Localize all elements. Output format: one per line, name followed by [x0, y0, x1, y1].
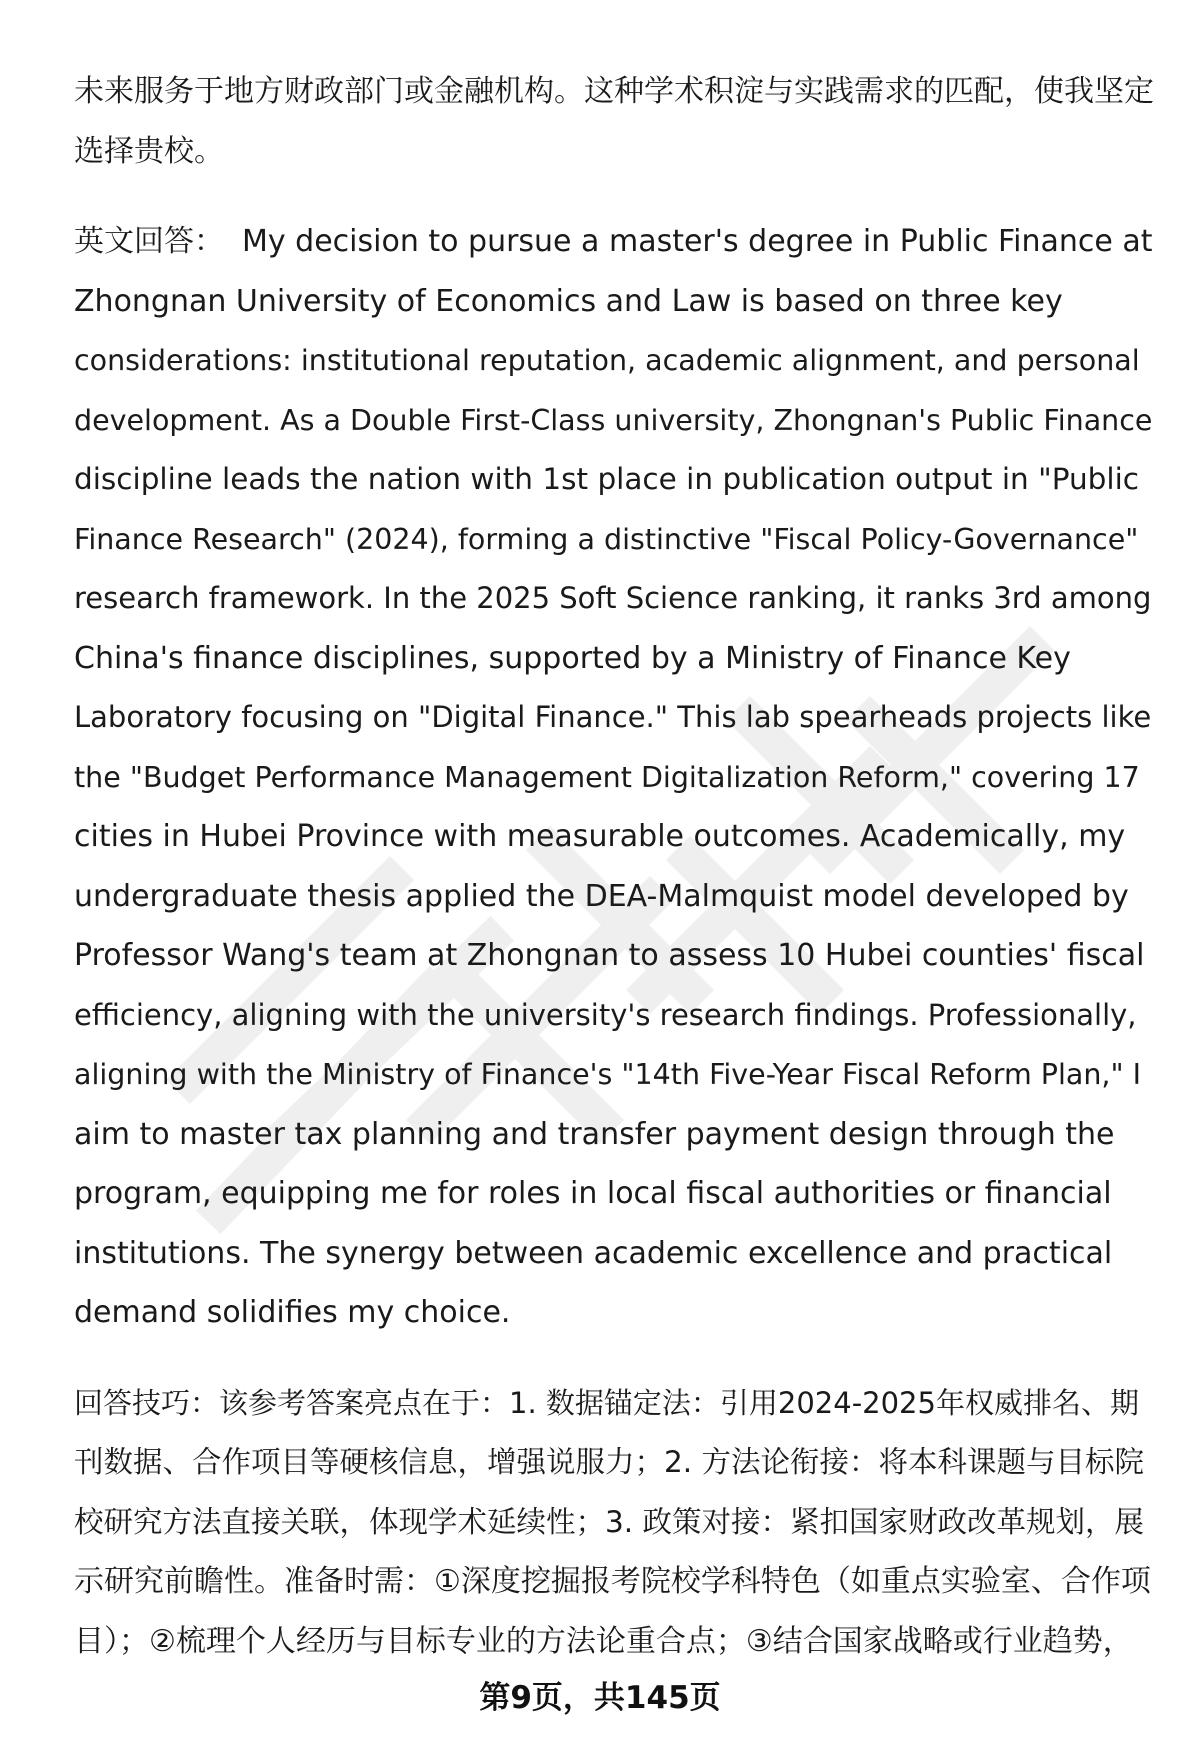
- text-line: 示研究前瞻性。准备时需：①深度挖掘报考院校学科特色（如重点实验室、合作项: [74, 1564, 1151, 1599]
- text-line: program, equipping me for roles in local fiscal authorities or financial: [74, 1176, 1112, 1211]
- page-number-footer: 第9页，共145页: [479, 1680, 721, 1716]
- text-line: undergraduate thesis applied the DEA-Malmquist model developed by: [74, 878, 1129, 914]
- text-line: efficiency, aligning with the university's research findings. Professionally,: [74, 997, 1137, 1032]
- text-line: Professor Wang's team at Zhongnan to assess 10 Hubei counties' fiscal: [74, 938, 1145, 973]
- answer-tips-paragraph: [74, 1374, 1154, 1672]
- text-line: 未来服务于地方财政部门或金融机构。这种学术积淀与实践需求的匹配，使我坚定: [74, 74, 1154, 109]
- text-line: development. As a Double First-Class university, Zhongnan's Public Finance: [74, 403, 1153, 437]
- text-line: Finance Research" (2024), forming a distinctive "Fiscal Policy-Governance": [74, 522, 1139, 556]
- text-line: discipline leads the nation with 1st place in publication output in "Public: [74, 462, 1139, 496]
- text-line: 目）；②梳理个人经历与目标专业的方法论重合点；③结合国家战略或行业趋势，: [74, 1623, 1133, 1659]
- english-answer-label: 英文回答：: [74, 224, 224, 259]
- text-line: cities in Hubei Province with measurable outcomes. Academically, my: [74, 819, 1126, 854]
- text-line: China's finance disciplines, supported by a Ministry of Finance Key: [74, 640, 1071, 676]
- text-line: aim to master tax planning and transfer payment design through the: [74, 1116, 1115, 1152]
- text-line: 刊数据、合作项目等硬核信息，增强说服力；2. 方法论衔接：将本科课题与目标院: [74, 1445, 1145, 1479]
- text-line: considerations: institutional reputation, academic alignment, and personal: [74, 344, 1140, 377]
- text-line: demand solidifies my choice.: [74, 1295, 511, 1330]
- text-line: 校研究方法直接关联，体现学术延续性；3. 政策对接：紧扣国家财政改革规划，展: [74, 1504, 1145, 1539]
- english-answer-paragraph: [74, 212, 1154, 1343]
- text-line: 回答技巧：该参考答案亮点在于：1. 数据锚定法：引用2024-2025年权威排名、期: [74, 1385, 1139, 1420]
- text-line: research framework. In the 2025 Soft Science ranking, it ranks 3rd among: [74, 581, 1152, 615]
- text-line: institutions. The synergy between academic excellence and practical: [74, 1235, 1113, 1271]
- document-page: [74, 62, 1154, 1671]
- text-line: aligning with the Ministry of Finance's "14th Five-Year Fiscal Reform Plan," I: [74, 1058, 1142, 1091]
- text-line: 选择贵校。: [74, 133, 224, 169]
- text-line: [74, 212, 1154, 272]
- text-line: Laboratory focusing on "Digital Finance." This lab spearheads projects like: [74, 700, 1152, 734]
- text-line-content: My decision to pursue a master's degree in Public Finance at: [242, 224, 1153, 259]
- text-line: Zhongnan University of Economics and Law is based on three key: [74, 283, 1063, 319]
- text-line: the "Budget Performance Management Digitalization Reform," covering 17: [74, 760, 1140, 794]
- intro-tail-paragraph: [74, 62, 1154, 181]
